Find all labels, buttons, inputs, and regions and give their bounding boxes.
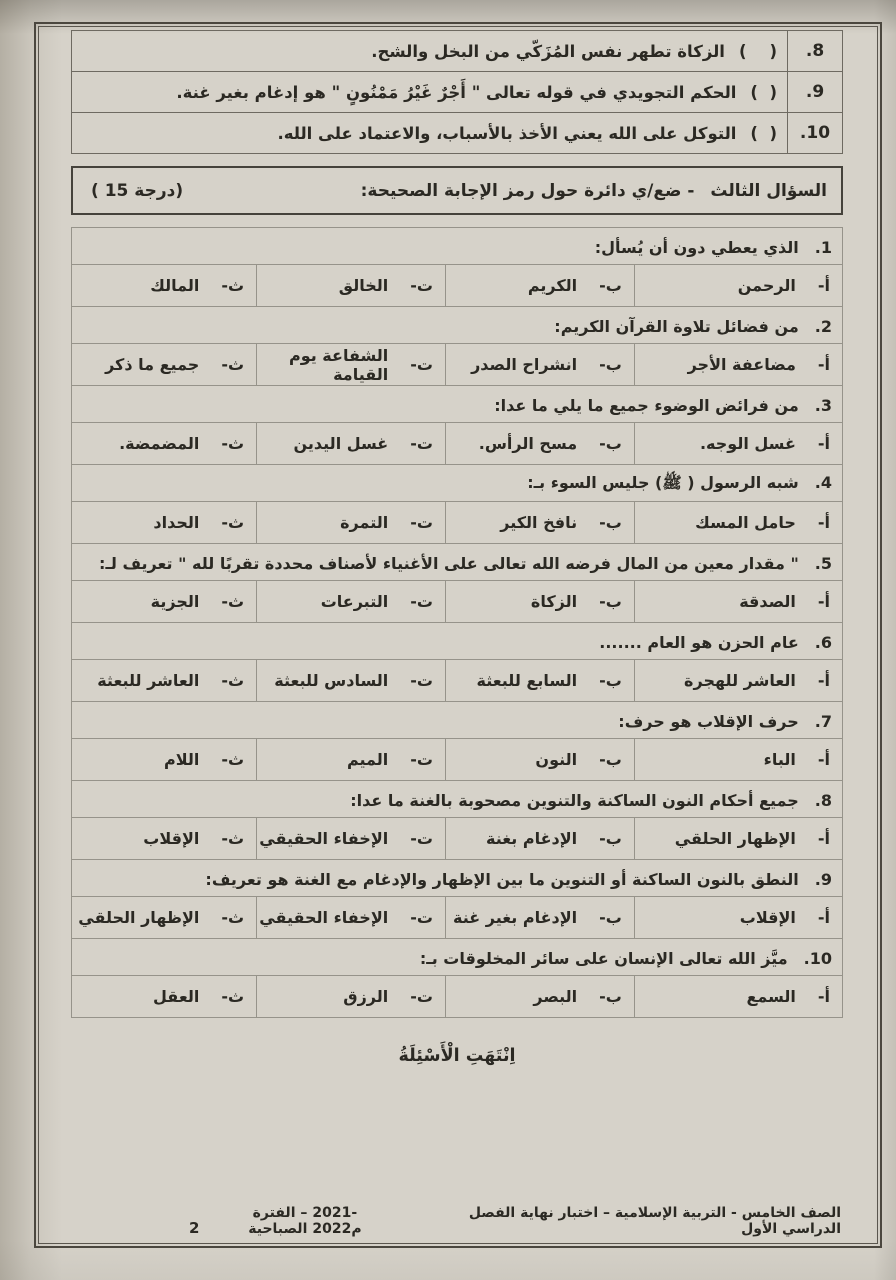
option-text: العقل bbox=[153, 987, 200, 1006]
option-letter: ث- bbox=[221, 987, 245, 1006]
option-cell bbox=[634, 660, 842, 702]
question-text: جميع أحكام النون الساكنة والتنوين مصحوبة بالغنة ما عدا: bbox=[350, 790, 799, 810]
option-letter: ث- bbox=[221, 434, 245, 453]
option-cell bbox=[72, 660, 257, 702]
option-text: الصدقة bbox=[739, 592, 796, 611]
answer-parentheses: ( ) bbox=[750, 123, 777, 143]
option-cell bbox=[634, 423, 842, 465]
option-cell bbox=[257, 581, 446, 623]
question-number: 3. bbox=[814, 395, 832, 415]
question-row bbox=[72, 307, 843, 344]
option-text: الإظهار الحلقي bbox=[674, 829, 796, 848]
page-footer bbox=[71, 1205, 843, 1237]
question-number: 8. bbox=[814, 790, 832, 810]
question-row bbox=[72, 228, 843, 265]
option-text: جميع ما ذكر bbox=[105, 355, 200, 374]
option-cell bbox=[445, 581, 634, 623]
option-text: السمع bbox=[746, 987, 796, 1006]
option-text: العاشر للبعثة bbox=[97, 671, 200, 690]
question-row bbox=[72, 860, 843, 897]
question-text: حرف الإقلاب هو حرف: bbox=[618, 711, 799, 731]
page-border-inner-line bbox=[38, 26, 878, 1244]
options-row bbox=[72, 265, 843, 307]
answer-parentheses: ( ) bbox=[738, 41, 777, 61]
option-cell bbox=[634, 976, 842, 1018]
option-letter: أ- bbox=[817, 355, 830, 374]
question-number: 10. bbox=[803, 948, 832, 968]
question-text: " مقدار معين من المال فرضه الله تعالى على الأغنياء لأصناف محددة تقربًا لله " تعريف لـ: bbox=[99, 553, 799, 573]
page-border-frame bbox=[34, 22, 882, 1248]
question-number: 4. bbox=[814, 472, 832, 492]
option-cell bbox=[445, 897, 634, 939]
option-text: الرزق bbox=[343, 987, 389, 1006]
option-text: الإخفاء الحقيقي bbox=[259, 829, 389, 848]
tf-item-number: 8. bbox=[788, 31, 843, 72]
option-cell bbox=[72, 344, 257, 386]
option-text: الإقلاب bbox=[739, 908, 796, 927]
tf-item-number: 10. bbox=[788, 113, 843, 154]
question-text: شبه الرسول ( ﷺ) جليس السوء بـ: bbox=[527, 472, 799, 492]
option-cell bbox=[257, 897, 446, 939]
option-cell bbox=[72, 739, 257, 781]
option-text: السابع للبعثة bbox=[476, 671, 578, 690]
option-text: الإظهار الحلقي bbox=[78, 908, 200, 927]
option-letter: ب- bbox=[599, 908, 622, 927]
option-cell bbox=[257, 423, 446, 465]
option-cell bbox=[257, 818, 446, 860]
options-row bbox=[72, 344, 843, 386]
option-letter: ب- bbox=[599, 592, 622, 611]
option-cell bbox=[72, 423, 257, 465]
option-letter: ث- bbox=[221, 908, 245, 927]
option-text: التبرعات bbox=[320, 592, 389, 611]
question-row bbox=[72, 939, 843, 976]
option-letter: ت- bbox=[410, 908, 433, 927]
option-cell bbox=[634, 818, 842, 860]
question-text: من فرائض الوضوء جميع ما يلي ما عدا: bbox=[494, 395, 799, 415]
true-false-table bbox=[71, 30, 843, 154]
option-letter: أ- bbox=[817, 513, 830, 532]
option-letter: ث- bbox=[221, 750, 245, 769]
option-cell bbox=[634, 897, 842, 939]
option-text: الرحمن bbox=[737, 276, 796, 295]
option-letter: ت- bbox=[410, 671, 433, 690]
option-cell bbox=[72, 581, 257, 623]
option-letter: ب- bbox=[599, 434, 622, 453]
option-text: غسل الوجه. bbox=[699, 434, 796, 453]
option-cell bbox=[634, 502, 842, 544]
option-text: غسل اليدين bbox=[293, 434, 389, 453]
option-cell bbox=[445, 502, 634, 544]
options-row bbox=[72, 976, 843, 1018]
question-row bbox=[72, 544, 843, 581]
option-cell bbox=[445, 423, 634, 465]
question-text: ميَّز الله تعالى الإنسان على سائر المخلوقات بـ: bbox=[419, 948, 788, 968]
option-text: الإدغام بغير غنة bbox=[453, 908, 578, 927]
options-row bbox=[72, 897, 843, 939]
option-letter: ب- bbox=[599, 987, 622, 1006]
option-letter: ت- bbox=[410, 592, 433, 611]
option-letter: أ- bbox=[817, 908, 830, 927]
options-row bbox=[72, 423, 843, 465]
question-text: الذي يعطي دون أن يُسأل: bbox=[594, 237, 799, 257]
question-text: من فضائل تلاوة القرآن الكريم: bbox=[554, 316, 799, 336]
option-text: الجزية bbox=[150, 592, 200, 611]
option-letter: ث- bbox=[221, 355, 245, 374]
option-cell bbox=[72, 265, 257, 307]
option-text: مضاعفة الأجر bbox=[687, 355, 796, 374]
option-letter: ت- bbox=[410, 987, 433, 1006]
option-cell bbox=[634, 739, 842, 781]
option-text: التمرة bbox=[340, 513, 389, 532]
option-text: الإقلاب bbox=[143, 829, 200, 848]
end-of-questions-text: اِنْتَهَتِ الْأَسْئِلَةُ bbox=[398, 1046, 516, 1066]
option-letter: أ- bbox=[817, 750, 830, 769]
option-text: حامل المسك bbox=[695, 513, 796, 532]
options-row bbox=[72, 739, 843, 781]
question-text: عام الحزن هو العام ....... bbox=[599, 632, 799, 652]
footer-years: 2021- 2022م bbox=[312, 1205, 362, 1237]
options-row bbox=[72, 502, 843, 544]
option-text: انشراح الصدر bbox=[471, 355, 578, 374]
option-letter: ت- bbox=[410, 750, 433, 769]
option-cell bbox=[72, 818, 257, 860]
option-text: الإخفاء الحقيقي bbox=[259, 908, 389, 927]
question-text: النطق بالنون الساكنة أو التنوين ما بين الإظهار والإدغام مع الغنة هو تعريف: bbox=[205, 869, 799, 889]
mcq-table bbox=[71, 227, 843, 1018]
option-cell bbox=[257, 265, 446, 307]
question-number: 5. bbox=[814, 553, 832, 573]
tf-statement-cell bbox=[72, 113, 788, 154]
question-number: 9. bbox=[814, 869, 832, 889]
option-cell bbox=[72, 502, 257, 544]
option-letter: ث- bbox=[221, 671, 245, 690]
options-row bbox=[72, 818, 843, 860]
tf-statement-text: التوكل على الله يعني الأخذ بالأسباب، والاعتماد على الله. bbox=[277, 123, 737, 143]
tf-item-number: 9. bbox=[788, 72, 843, 113]
option-letter: ت- bbox=[410, 276, 433, 295]
option-letter: ت- bbox=[410, 434, 433, 453]
tf-statement-text: الزكاة تطهر نفس المُزَكّي من البخل والشح. bbox=[371, 41, 725, 61]
option-letter: ب- bbox=[599, 355, 622, 374]
section-header-box bbox=[71, 166, 843, 215]
question-row bbox=[72, 702, 843, 739]
option-letter: ب- bbox=[599, 513, 622, 532]
option-letter: أ- bbox=[817, 592, 830, 611]
option-text: نافخ الكير bbox=[500, 513, 578, 532]
section-instruction: - ضع/ي دائرة حول رمز الإجابة الصحيحة: bbox=[360, 180, 695, 201]
option-cell bbox=[257, 660, 446, 702]
option-letter: ث- bbox=[221, 276, 245, 295]
option-cell bbox=[445, 739, 634, 781]
option-letter: ت- bbox=[410, 829, 433, 848]
question-number: 6. bbox=[814, 632, 832, 652]
option-cell bbox=[257, 739, 446, 781]
option-cell bbox=[445, 976, 634, 1018]
option-cell bbox=[72, 897, 257, 939]
true-false-row bbox=[72, 72, 843, 113]
option-text: الحداد bbox=[153, 513, 200, 532]
options-row bbox=[72, 581, 843, 623]
option-letter: ت- bbox=[410, 355, 433, 374]
option-letter: ب- bbox=[599, 829, 622, 848]
option-text: الميم bbox=[346, 750, 389, 769]
option-text: المضمضة. bbox=[119, 434, 200, 453]
option-letter: أ- bbox=[817, 276, 830, 295]
tf-statement-text: الحكم التجويدي في قوله تعالى " أَجْرٌ غَيْرُ مَمْنُونٍ " هو إدغام بغير غنة. bbox=[176, 82, 737, 102]
option-cell bbox=[445, 344, 634, 386]
option-text: البصر bbox=[533, 987, 578, 1006]
section-points: ( 15 درجة) bbox=[91, 180, 184, 201]
option-text: الإدغام بغنة bbox=[486, 829, 578, 848]
option-text: الكريم bbox=[527, 276, 578, 295]
option-letter: ت- bbox=[410, 513, 433, 532]
option-cell bbox=[72, 976, 257, 1018]
option-cell bbox=[257, 502, 446, 544]
page-content bbox=[39, 27, 877, 1243]
option-cell bbox=[445, 818, 634, 860]
option-letter: ث- bbox=[221, 513, 245, 532]
option-text: المالك bbox=[150, 276, 200, 295]
option-letter: ث- bbox=[221, 829, 245, 848]
option-letter: ث- bbox=[221, 592, 245, 611]
page-number: 2 bbox=[189, 1219, 200, 1237]
option-text: الخالق bbox=[338, 276, 389, 295]
footer-text-start: الصف الخامس - التربية الإسلامية – اختبار نهاية الفصل الدراسي الأول bbox=[468, 1205, 841, 1237]
answer-parentheses: ( ) bbox=[750, 82, 777, 102]
option-cell bbox=[257, 344, 446, 386]
tf-statement-cell bbox=[72, 31, 788, 72]
option-text: العاشر للهجرة bbox=[684, 671, 796, 690]
question-row bbox=[72, 386, 843, 423]
option-cell bbox=[257, 976, 446, 1018]
option-letter: أ- bbox=[817, 671, 830, 690]
question-row bbox=[72, 465, 843, 502]
option-text: الزكاة bbox=[530, 592, 578, 611]
option-text: الشفاعة يوم القيامة bbox=[288, 345, 389, 384]
option-text: مسح الرأس. bbox=[478, 434, 578, 453]
option-cell bbox=[445, 265, 634, 307]
tf-statement-cell bbox=[72, 72, 788, 113]
question-number: 7. bbox=[814, 711, 832, 731]
question-number: 1. bbox=[814, 237, 832, 257]
option-letter: أ- bbox=[817, 434, 830, 453]
option-letter: ب- bbox=[599, 276, 622, 295]
option-cell bbox=[445, 660, 634, 702]
option-letter: ب- bbox=[599, 671, 622, 690]
option-letter: أ- bbox=[817, 829, 830, 848]
option-text: الباء bbox=[763, 750, 796, 769]
option-text: السادس للبعثة bbox=[274, 671, 389, 690]
option-letter: أ- bbox=[817, 987, 830, 1006]
footer-text-end: – الفترة الصباحية bbox=[248, 1205, 308, 1237]
question-row bbox=[72, 623, 843, 660]
options-row bbox=[72, 660, 843, 702]
option-cell bbox=[634, 581, 842, 623]
option-cell bbox=[634, 265, 842, 307]
option-text: اللام bbox=[163, 750, 200, 769]
question-number: 2. bbox=[814, 316, 832, 336]
true-false-row bbox=[72, 113, 843, 154]
question-row bbox=[72, 781, 843, 818]
option-text: النون bbox=[535, 750, 578, 769]
option-cell bbox=[634, 344, 842, 386]
option-letter: ب- bbox=[599, 750, 622, 769]
section-title: السؤال الثالث bbox=[710, 180, 827, 201]
true-false-row bbox=[72, 31, 843, 72]
